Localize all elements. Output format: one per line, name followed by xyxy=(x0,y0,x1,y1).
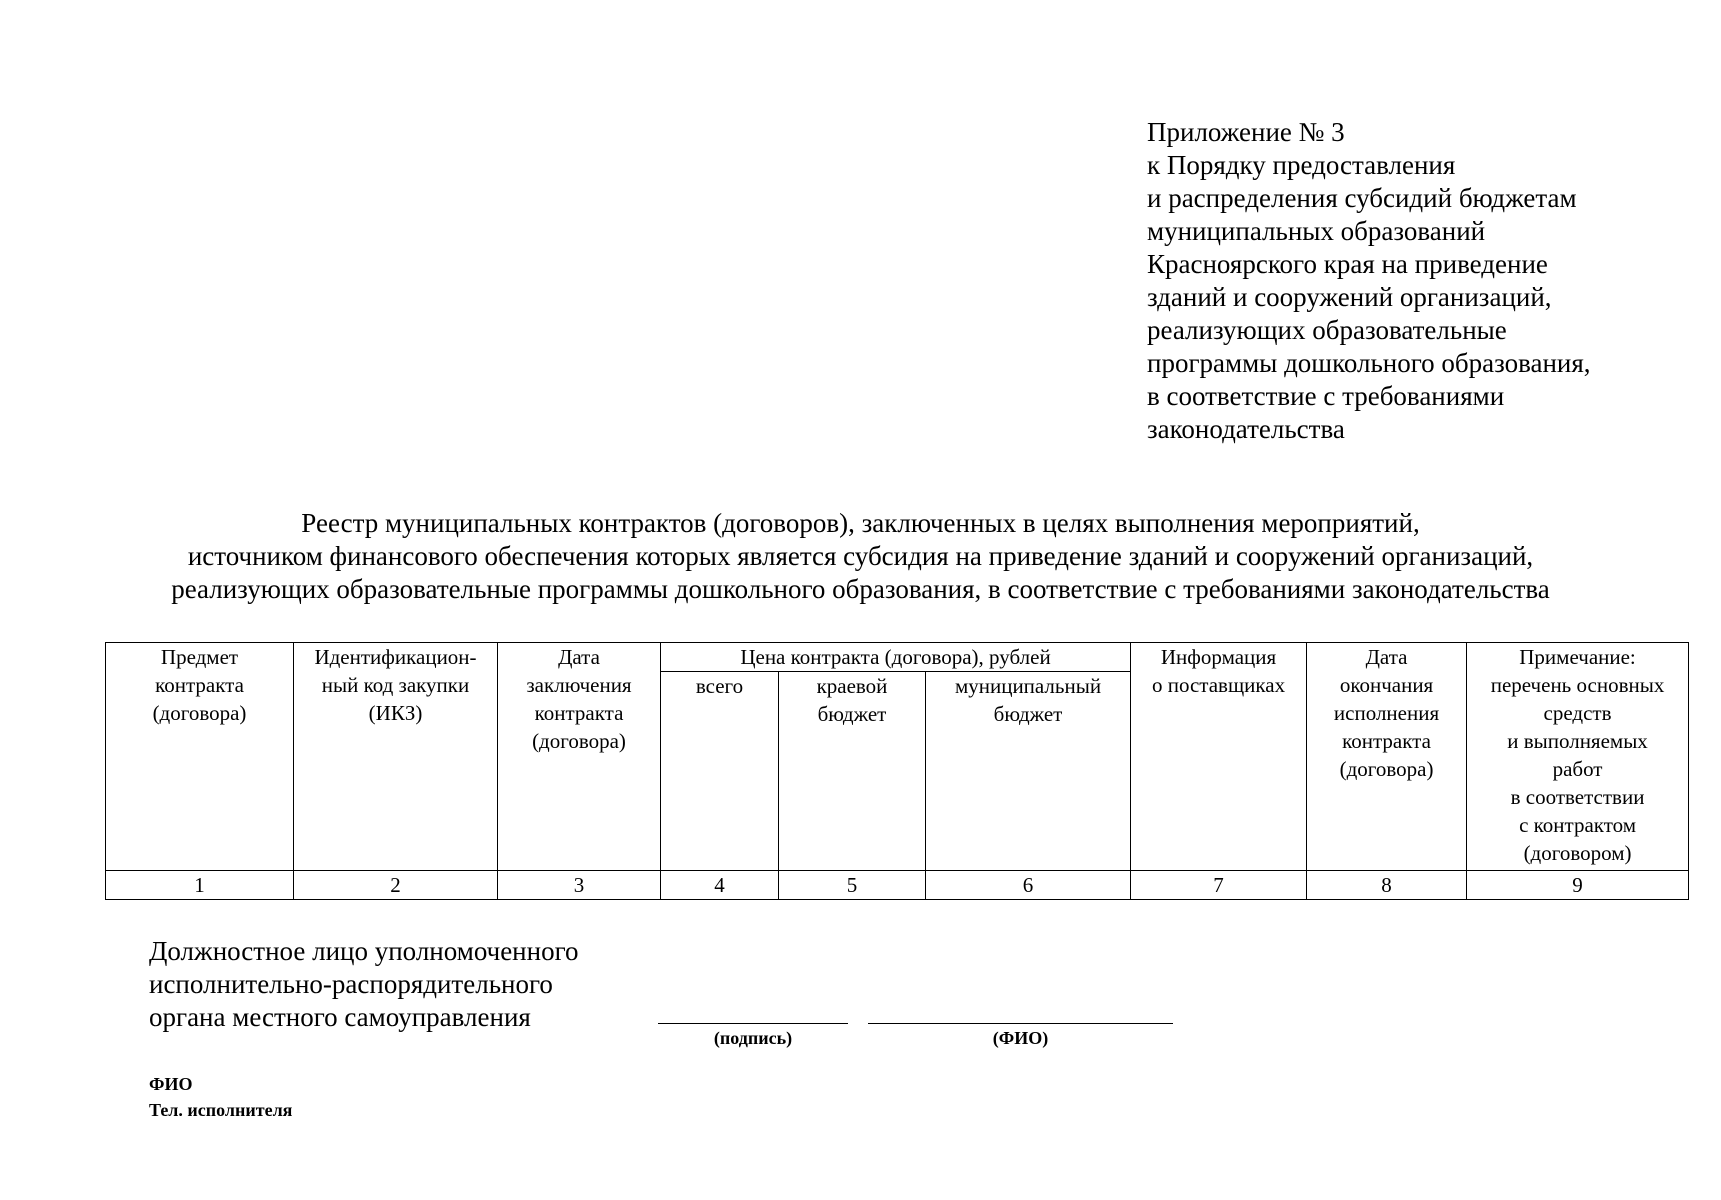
annex-line: Красноярского края на приведение xyxy=(1147,249,1548,279)
table-number-row xyxy=(106,870,1689,899)
title-line: источником финансового обеспечения которых является субсидия на приведение зданий и сооружений организаций, xyxy=(187,541,1534,571)
column-number: 4 xyxy=(661,870,779,899)
fio-caption: (ФИО) xyxy=(992,1028,1049,1048)
header-end-date: Дата окончания исполнения контракта (договора) xyxy=(1307,643,1467,871)
column-number: 7 xyxy=(1131,870,1307,899)
official-line: исполнительно-распорядительного xyxy=(149,969,553,999)
official-line: Должностное лицо уполномоченного xyxy=(149,936,579,966)
column-number: 8 xyxy=(1307,870,1467,899)
fio-line xyxy=(868,1023,1173,1024)
column-number: 2 xyxy=(294,870,498,899)
header-price-group: Цена контракта (договора), рублей xyxy=(661,643,1131,672)
signature-caption: (подпись) xyxy=(713,1028,793,1048)
header-suppliers: Информация о поставщиках xyxy=(1131,643,1307,871)
title-line: Реестр муниципальных контрактов (договоров), заключенных в целях выполнения мероприятий, xyxy=(301,508,1420,538)
executor-fio: ФИО xyxy=(149,1074,193,1094)
column-number: 3 xyxy=(498,870,661,899)
header-regional-budget: краевой бюджет xyxy=(779,672,926,871)
executor-phone: Тел. исполнителя xyxy=(149,1100,293,1120)
header-subject: Предмет контракта (договора) xyxy=(106,643,294,871)
column-number: 6 xyxy=(926,870,1131,899)
annex-line: к Порядку предоставления xyxy=(1147,150,1456,180)
annex-line: в соответствие с требованиями xyxy=(1147,381,1505,411)
table-header-row xyxy=(106,643,1689,672)
title-line: реализующих образовательные программы дошкольного образования, в соответствие с требованиями законодательства xyxy=(171,574,1550,604)
column-number: 1 xyxy=(106,870,294,899)
annex-line: и распределения субсидий бюджетам xyxy=(1147,183,1577,213)
column-number: 5 xyxy=(779,870,926,899)
signature-line xyxy=(658,1023,848,1024)
annex-line: муниципальных образований xyxy=(1147,216,1486,246)
header-total: всего xyxy=(661,672,779,871)
header-ikz: Идентификацион- ный код закупки (ИКЗ) xyxy=(294,643,498,871)
annex-line: реализующих образовательные xyxy=(1147,315,1507,345)
column-number: 9 xyxy=(1467,870,1689,899)
annex-header xyxy=(1147,116,1667,446)
document-title xyxy=(0,507,1721,606)
header-note: Примечание: перечень основных средств и выполняемых работ в соответствии с контрактом (договором) xyxy=(1467,643,1689,871)
official-line: органа местного самоуправления xyxy=(149,1002,531,1032)
header-conclusion-date: Дата заключения контракта (договора) xyxy=(498,643,661,871)
annex-line: законодательства xyxy=(1147,414,1345,444)
header-municipal-budget: муниципальный бюджет xyxy=(926,672,1131,871)
annex-line: Приложение № 3 xyxy=(1147,117,1345,147)
registry-table xyxy=(105,642,1689,900)
annex-line: зданий и сооружений организаций, xyxy=(1147,282,1552,312)
official-title xyxy=(149,935,578,1034)
annex-line: программы дошкольного образования, xyxy=(1147,348,1591,378)
